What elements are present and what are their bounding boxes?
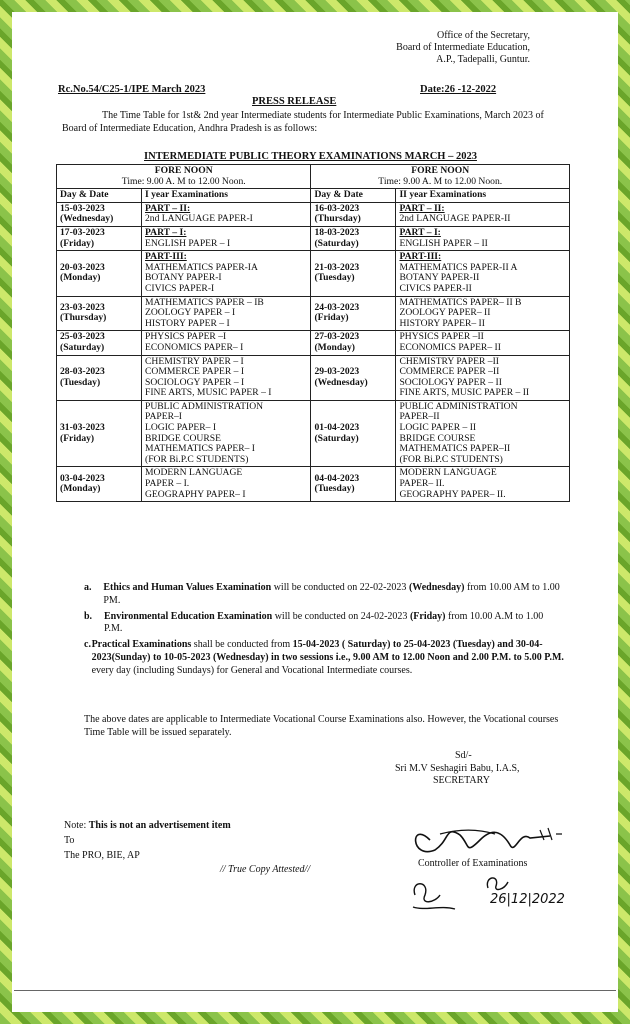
table-row	[57, 331, 570, 355]
exam-line: ZOOLOGY PAPER – I	[145, 307, 236, 319]
exam-weekday: (Wednesday)	[314, 376, 368, 388]
office-line: Office of the Secretary,	[436, 30, 530, 41]
exam-line: ZOOLOGY PAPER– II	[399, 307, 491, 319]
exam-line: ECONOMICS PAPER– I	[145, 341, 244, 353]
exam-line: PART – I:	[399, 226, 441, 238]
handwritten-date: 26|12|2022	[490, 892, 565, 907]
exam-cell	[142, 296, 311, 331]
exam-cell	[142, 355, 311, 400]
exam-cell	[396, 226, 570, 250]
exam-weekday: (Thursday)	[60, 312, 107, 324]
session-header-right	[311, 165, 570, 189]
col-header-day-date: Day & Date	[311, 189, 396, 203]
table-row	[57, 355, 570, 400]
exam-cell	[396, 202, 570, 226]
exam-line: MODERN LANGUAGE	[399, 467, 497, 479]
office-address	[396, 30, 530, 66]
note-label: a.	[84, 582, 92, 593]
day-date-cell	[57, 467, 142, 502]
day-date-cell	[311, 355, 396, 400]
exam-line: PART – II:	[145, 202, 191, 214]
exam-line: PHYSICS PAPER –I	[145, 331, 227, 343]
exam-date: 24-03-2023	[314, 301, 360, 313]
table-row	[57, 251, 570, 296]
exam-weekday: (Monday)	[60, 272, 101, 284]
exam-line: COMMERCE PAPER –II	[399, 366, 500, 378]
note-text: will be conducted on 24-02-2023	[272, 610, 410, 622]
day-date-cell	[57, 202, 142, 226]
office-line: A.P., Tadepalli, Guntur.	[436, 54, 530, 65]
exam-line: CIVICS PAPER-II	[399, 282, 472, 294]
exam-date: 21-03-2023	[314, 261, 360, 273]
session-header-left	[57, 165, 311, 189]
day-date-cell	[311, 202, 396, 226]
day-date-cell	[57, 296, 142, 331]
exam-cell	[142, 202, 311, 226]
footer-note	[64, 818, 231, 863]
note-text: from 10.00 AM to 1.00 PM.	[103, 582, 560, 606]
session-time: Time: 9.00 A. M to 12.00 Noon.	[378, 175, 503, 187]
exam-line: BRIDGE COURSE	[399, 432, 476, 444]
note-label: b.	[84, 610, 93, 622]
exam-line: (FOR Bi.P.C STUDENTS)	[145, 453, 249, 465]
signatory-name: Sri M.V Seshagiri Babu, I.A.S,	[395, 762, 520, 774]
exam-date: 27-03-2023	[314, 331, 360, 343]
signatory-title: SECRETARY	[433, 775, 490, 786]
note-text: shall be conducted from	[191, 639, 293, 651]
exam-weekday: (Tuesday)	[314, 483, 355, 495]
table-row	[57, 296, 570, 331]
note-item-c	[84, 639, 564, 677]
exam-cell	[396, 331, 570, 355]
exam-weekday: (Friday)	[60, 432, 95, 444]
bottom-divider	[14, 990, 616, 991]
exam-line: MATHEMATICS PAPER-II A	[399, 261, 518, 273]
table-row	[57, 467, 570, 502]
exam-line: LOGIC PAPER– I	[145, 422, 217, 434]
exam-line: PAPER – I.	[145, 478, 190, 490]
note-bold: Environmental Education Examination	[104, 610, 273, 622]
day-date-cell	[57, 226, 142, 250]
exam-weekday: (Tuesday)	[314, 272, 355, 284]
exam-line: CIVICS PAPER-I	[145, 282, 215, 294]
exam-line: MODERN LANGUAGE	[145, 467, 243, 479]
exam-line: LOGIC PAPER – II	[399, 422, 477, 434]
exam-weekday: (Monday)	[314, 341, 355, 353]
true-copy-attested: // True Copy Attested//	[220, 864, 311, 875]
exam-line: ENGLISH PAPER – II	[399, 237, 488, 249]
exam-cell	[142, 331, 311, 355]
exam-line: PHYSICS PAPER –II	[399, 331, 484, 343]
exam-line: PART – II:	[399, 202, 445, 214]
intro-paragraph: The Time Table for 1st& 2nd year Intermediate students for Intermediate Public Examinations, March 2023 of Board of Intermediate Education, Andhra Pradesh is as follows:	[62, 110, 544, 134]
document-date: Date:26 -12-2022	[420, 84, 497, 95]
exam-line: SOCIOLOGY PAPER – II	[399, 376, 502, 388]
table-title: INTERMEDIATE PUBLIC THEORY EXAMINATIONS MARCH – 2023	[144, 151, 477, 162]
exam-line: CHEMISTRY PAPER – I	[145, 355, 244, 367]
exam-line: GEOGRAPHY PAPER– I	[145, 488, 246, 500]
exam-line: PART – I:	[145, 226, 187, 238]
exam-cell	[396, 251, 570, 296]
exam-cell	[142, 467, 311, 502]
exam-cell	[142, 226, 311, 250]
exam-date: 20-03-2023	[60, 261, 105, 273]
session-label: FORE NOON	[154, 165, 213, 176]
exam-line: PART-III:	[399, 251, 442, 263]
note-bold: Practical Examinations	[91, 639, 192, 651]
exam-line: SOCIOLOGY PAPER – I	[145, 376, 245, 388]
exam-cell	[396, 296, 570, 331]
exam-date: 28-03-2023	[60, 366, 105, 378]
note-dates: 15-04-2023 ( Saturday) to 25-04-2023 (Tuesday) and 30-04-2023(Sunday) to 10-05-2023 (Wednesday) in two sessions i.e., 9.00 AM to 12.00 Noon and 2.00 P.M. to 5.00 P.M.	[91, 639, 564, 663]
timetable	[56, 164, 570, 502]
day-date-cell	[311, 226, 396, 250]
exam-weekday: (Friday)	[60, 237, 95, 249]
not-advertisement-note: This is not an advertisement item	[88, 820, 231, 831]
office-line: Board of Intermediate Education,	[396, 42, 530, 53]
exam-date: 03-04-2023	[60, 472, 105, 484]
table-row	[57, 226, 570, 250]
exam-line: BOTANY PAPER-II	[399, 272, 480, 284]
vocational-note: The above dates are applicable to Intermediate Vocational Course Examinations also. However, the Vocational courses Time Table will be issued separately.	[84, 714, 559, 738]
col-header-day-date: Day & Date	[57, 189, 142, 203]
exam-line: 2nd LANGUAGE PAPER-I	[145, 213, 253, 225]
exam-line: MATHEMATICS PAPER-IA	[145, 261, 258, 273]
initials-signature-icon	[405, 875, 465, 915]
notes-list	[84, 582, 564, 681]
exam-date: 17-03-2023	[60, 226, 105, 238]
exam-cell	[396, 467, 570, 502]
exam-cell	[142, 251, 311, 296]
exam-date: 31-03-2023	[60, 422, 105, 434]
exam-line: CHEMISTRY PAPER –II	[399, 355, 499, 367]
exam-line: PAPER– II.	[399, 478, 445, 490]
session-label: FORE NOON	[411, 165, 470, 176]
exam-line: COMMERCE PAPER – I	[145, 366, 245, 378]
exam-line: PART-III:	[145, 251, 187, 263]
day-date-cell	[311, 296, 396, 331]
timetable-body	[57, 202, 570, 501]
table-row	[57, 202, 570, 226]
note-bold: Ethics and Human Values Examination	[103, 582, 272, 593]
exam-date: 16-03-2023	[314, 202, 360, 214]
exam-cell	[142, 400, 311, 467]
exam-date: 18-03-2023	[314, 226, 360, 238]
exam-cell	[396, 400, 570, 467]
day-date-cell	[57, 331, 142, 355]
exam-weekday: (Saturday)	[60, 341, 105, 353]
col-header-first-year: I year Examinations	[142, 189, 311, 203]
note-text: from 10.00 A.M to 1.00 P.M.	[104, 610, 544, 635]
exam-line: PAPER–I	[145, 411, 182, 423]
controller-of-examinations: Controller of Examinations	[418, 858, 528, 869]
sd-mark: Sd/-	[455, 750, 472, 761]
exam-line: (FOR Bi.P.C STUDENTS)	[399, 453, 503, 465]
exam-line: PUBLIC ADMINISTRATION	[145, 400, 264, 412]
exam-weekday: (Thursday)	[314, 213, 361, 225]
exam-line: FINE ARTS, MUSIC PAPER – I	[145, 387, 272, 399]
day-date-cell	[311, 467, 396, 502]
table-row	[57, 400, 570, 467]
note-day: (Friday)	[409, 610, 446, 622]
exam-line: MATHEMATICS PAPER– I	[145, 443, 255, 455]
exam-date: 23-03-2023	[60, 301, 105, 313]
exam-weekday: (Saturday)	[314, 432, 359, 444]
exam-line: ENGLISH PAPER – I	[145, 237, 231, 249]
exam-weekday: (Tuesday)	[60, 376, 101, 388]
exam-line: HISTORY PAPER – I	[145, 317, 230, 329]
reference-number: Rc.No.54/C25-1/IPE March 2023	[58, 84, 206, 95]
to-label: To	[64, 835, 75, 846]
signature-block	[395, 750, 520, 788]
day-date-cell	[57, 400, 142, 467]
note-prefix: Note:	[64, 820, 89, 831]
recipient: The PRO, BIE, AP	[64, 850, 140, 861]
col-header-second-year: II year Examinations	[396, 189, 570, 203]
note-item-b	[84, 611, 564, 637]
note-text: will be conducted on 22-02-2023	[271, 582, 409, 593]
exam-line: FINE ARTS, MUSIC PAPER – II	[399, 387, 530, 399]
exam-line: HISTORY PAPER– II	[399, 317, 485, 329]
exam-line: BRIDGE COURSE	[145, 432, 221, 444]
session-time: Time: 9.00 A. M to 12.00 Noon.	[121, 175, 246, 187]
exam-date: 04-04-2023	[314, 472, 360, 484]
exam-line: ECONOMICS PAPER– II	[399, 341, 501, 353]
exam-date: 25-03-2023	[60, 331, 105, 343]
press-release-heading: PRESS RELEASE	[252, 96, 337, 107]
day-date-cell	[57, 355, 142, 400]
note-item-a	[84, 582, 564, 608]
note-text: every day (including Sundays) for General and Vocational Intermediate courses.	[91, 664, 413, 676]
note-label: c.	[84, 639, 91, 651]
exam-line: MATHEMATICS PAPER– II B	[399, 296, 522, 308]
exam-line: MATHEMATICS PAPER – IB	[145, 296, 264, 308]
exam-date: 29-03-2023	[314, 366, 360, 378]
exam-cell	[396, 355, 570, 400]
exam-weekday: (Saturday)	[314, 237, 359, 249]
exam-line: PAPER–II	[399, 411, 440, 423]
exam-weekday: (Friday)	[314, 312, 349, 324]
note-day: (Wednesday)	[408, 582, 465, 593]
exam-line: 2nd LANGUAGE PAPER-II	[399, 213, 511, 225]
day-date-cell	[311, 400, 396, 467]
exam-date: 01-04-2023	[314, 422, 360, 434]
exam-weekday: (Wednesday)	[60, 213, 114, 225]
exam-line: MATHEMATICS PAPER–II	[399, 443, 511, 455]
day-date-cell	[311, 331, 396, 355]
day-date-cell	[57, 251, 142, 296]
exam-line: BOTANY PAPER-I	[145, 272, 222, 284]
day-date-cell	[311, 251, 396, 296]
exam-weekday: (Monday)	[60, 483, 101, 495]
exam-line: GEOGRAPHY PAPER– II.	[399, 488, 506, 500]
exam-date: 15-03-2023	[60, 202, 105, 214]
exam-line: PUBLIC ADMINISTRATION	[399, 400, 518, 412]
